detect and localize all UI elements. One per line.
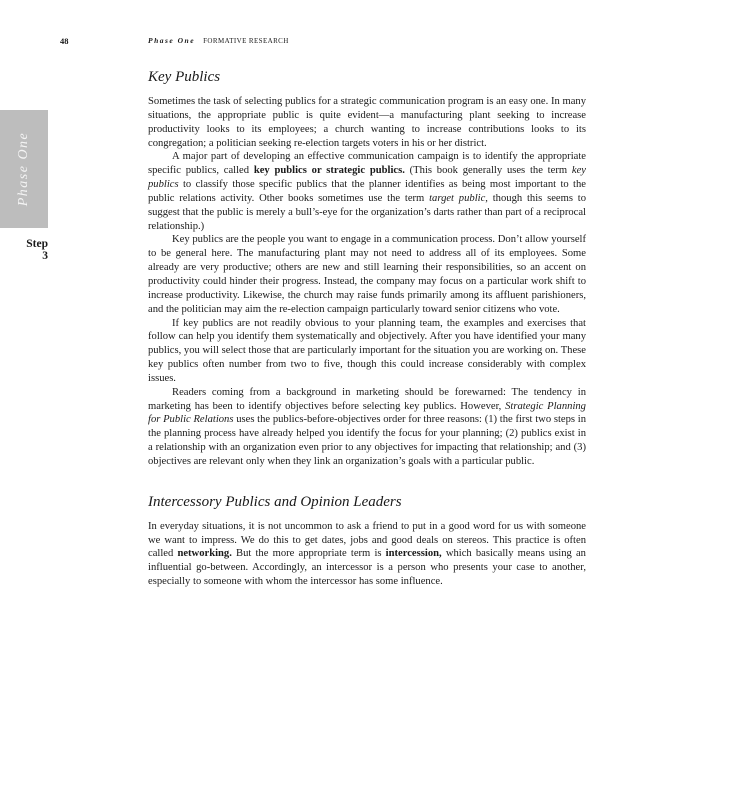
running-head-phase: Phase One: [148, 36, 196, 45]
running-head-section: FORMATIVE RESEARCH: [203, 37, 289, 45]
paragraph: If key publics are not readily obvious to your planning team, the examples and exercises that follow can help you identify them systematically and objectively. After you have identified your many publics, you will select those that are particularly important for the situation you are working on. These key publics often number from two to five, though this could increase considerably with complex issues.: [148, 317, 586, 384]
text-run: uses the publics-before-objectives order for three reasons: (1) the first two steps in the planning process have already helped you identify the focus for your planning; (2) publics exist in a relationship with an organization even prior to any objectives for impacting that relationship; and (3) objectives are relevant only when they link an organization’s goals with a particular public.: [148, 414, 586, 467]
side-tab-label: Phase One: [16, 131, 31, 207]
step-word: Step: [26, 238, 48, 250]
text-run: Readers coming from a background in marketing should be forewarned: The tendency in marketing has been to identify objectives before selecting key publics. However,: [148, 386, 586, 412]
paragraph: Sometimes the task of selecting publics for a strategic communication program is an easy one. In many situations, the appropriate public is quite evident—a manufacturing plant seeking to increase productivity looks to its employees; a church wanting to increase contributions looks to its congregation; a politician seeking re-election targets voters in his or her district.: [148, 96, 586, 149]
text-run: which basically means using an influential go-between. Accordingly, an intercessor is a person who presents your case to another, especially to someone with whom the intercessor has some influence.: [148, 548, 586, 588]
section-heading-key-publics: Key Publics: [148, 69, 221, 85]
paragraph: Key publics are the people you want to engage in a communication process. Don’t allow yourself to be general here. The manufacturing plant may not need to address all of its employees. Some already are very productive; others are new and still learning their responsibilities, so an accent on productivity could hinder their progress. Instead, the company may focus on a particular work shift to increase productivity. Likewise, the church may raise funds primarily among its affluent parishioners, and the politician may aim the re-election campaign particularly toward senior citizens who vote.: [148, 234, 586, 315]
text-run: , though this seems to suggest that the public is merely a bull’s-eye for the organization’s darts rather than part of a reciprocal relationship.): [148, 192, 587, 232]
text-run: A major part of developing an effective communication campaign is to identify the appropriate specific publics, called: [148, 151, 586, 177]
text-run: But the more appropriate term is: [231, 548, 386, 560]
italic-term: key publics: [148, 165, 586, 191]
running-head: [148, 36, 289, 45]
page-body: [148, 68, 586, 589]
italic-book-title: Strategic Planning for Public Relations: [148, 400, 586, 426]
italic-term: target public: [429, 192, 486, 204]
bold-term: key publics: [253, 165, 307, 177]
paragraph: [148, 386, 586, 469]
bold-term: networking.: [177, 548, 232, 560]
bold-term: strategic publics.: [326, 165, 405, 177]
text-run: or: [306, 165, 327, 177]
step-marker: [0, 238, 48, 262]
page-number: 48: [60, 36, 69, 46]
section-heading-intercessory-publics: Intercessory Publics and Opinion Leaders: [148, 493, 402, 510]
paragraph: [148, 520, 586, 589]
text-run: to classify those specific publics that the planner identifies as being most important to the public relations activity. Other books sometimes use the term: [148, 179, 586, 204]
phase-side-tab: [0, 110, 48, 228]
text-run: (This book generally uses the term: [404, 165, 572, 177]
text-run: In everyday situations, it is not uncommon to ask a friend to put in a good word for us with someone we want to impress. We do this to get dates, jobs and good deals on stereos. This practice is often called: [148, 520, 586, 560]
bold-term: intercession,: [385, 548, 442, 560]
step-number: 3: [42, 250, 48, 262]
paragraph: [148, 150, 586, 233]
